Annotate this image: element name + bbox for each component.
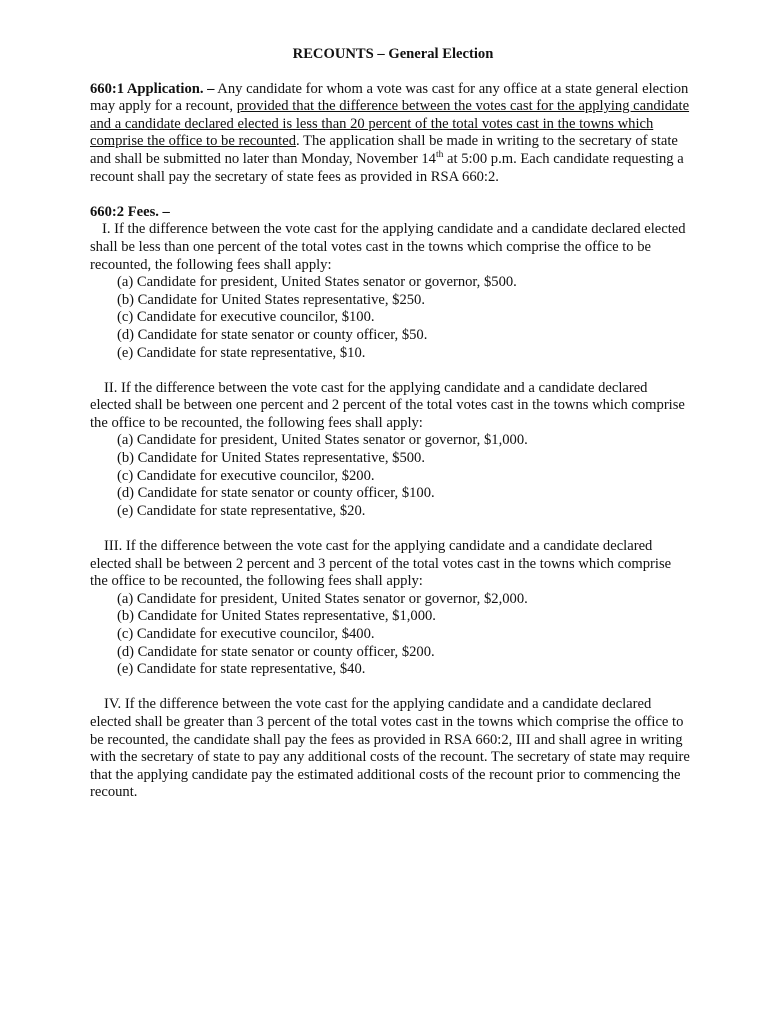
list-item: (e) Candidate for state representative, $10. bbox=[117, 344, 366, 361]
fees-list-ii bbox=[90, 432, 690, 520]
section-660-2 bbox=[90, 204, 690, 362]
list-item: (e) Candidate for state representative, $40. bbox=[117, 661, 366, 678]
list-item: (d) Candidate for state senator or county officer, $50. bbox=[117, 326, 428, 343]
fees-block-iv bbox=[90, 696, 690, 802]
section-660-1-text-a: Any candidate for whom a vote was cast for any office at a state general election may apply for a recount, bbox=[90, 80, 689, 115]
fees-paragraph-ii: II. If the difference between the vote cast for the applying candidate and a candidate declared elected shall be between one percent and 2 percent of the total votes cast in the towns which comprise the office to be recounted, the following fees shall apply: bbox=[90, 379, 685, 431]
list-item: (d) Candidate for state senator or county officer, $200. bbox=[117, 643, 435, 660]
section-660-1-underlined-text: provided that the difference between the votes cast for the applying candidate and a candidate declared elected is less than 20 percent of the total votes cast in the towns which comprise the office to be recounted bbox=[90, 98, 690, 150]
section-660-1-heading: 660:1 Application. – bbox=[90, 80, 215, 97]
fees-block-iii bbox=[90, 538, 690, 679]
section-660-2-heading: 660:2 Fees. – bbox=[90, 203, 170, 220]
list-item: (c) Candidate for executive councilor, $400. bbox=[117, 626, 375, 642]
fees-list-iii bbox=[90, 591, 690, 679]
list-item: (c) Candidate for executive councilor, $100. bbox=[117, 309, 375, 326]
section-660-1 bbox=[90, 81, 690, 187]
list-item: (b) Candidate for United States representative, $1,000. bbox=[117, 608, 436, 625]
document-title: RECOUNTS – General Election bbox=[292, 46, 494, 62]
section-660-1-paragraph bbox=[90, 81, 690, 187]
section-660-1-text-c: at 5:00 p.m. Each candidate requesting a recount shall pay the secretary of state fees as provided in RSA 660:2. bbox=[90, 150, 684, 185]
list-item: (e) Candidate for state representative, $20. bbox=[117, 502, 366, 519]
fees-list-i bbox=[90, 274, 690, 362]
ordinal-suffix: th bbox=[435, 149, 444, 160]
list-item: (d) Candidate for state senator or county officer, $100. bbox=[117, 485, 435, 502]
fees-paragraph-iv: IV. If the difference between the vote cast for the applying candidate and a candidate declared elected shall be greater than 3 percent of the total votes cast in the towns which comprise the office to be recounted, the candidate shall pay the fees as provided in RSA 660:2, III and shall agree in writing with the secretary of state to pay any additional costs of the recount. The secretary of state may require that the applying candidate pay the estimated additional costs of the recount prior to commencing the recount. bbox=[90, 696, 690, 801]
section-660-1-text-b: . The application shall be made in writing to the secretary of state and shall be submitted no later than Monday, November 14 bbox=[90, 133, 678, 167]
list-item: (a) Candidate for president, United States senator or governor, $1,000. bbox=[117, 432, 528, 449]
fees-paragraph-iii: III. If the difference between the vote cast for the applying candidate and a candidate declared elected shall be between 2 percent and 3 percent of the total votes cast in the towns which comprise the office to be recounted, the following fees shall apply: bbox=[90, 538, 672, 590]
document-page bbox=[90, 46, 690, 820]
fees-block-ii bbox=[90, 380, 690, 521]
list-item: (b) Candidate for United States representative, $250. bbox=[117, 291, 425, 308]
list-item: (a) Candidate for president, United States senator or governor, $2,000. bbox=[117, 590, 528, 607]
list-item: (b) Candidate for United States representative, $500. bbox=[117, 450, 425, 467]
list-item: (c) Candidate for executive councilor, $200. bbox=[117, 467, 375, 484]
fees-paragraph-i: I. If the difference between the vote cast for the applying candidate and a candidate declared elected shall be less than one percent of the total votes cast in the towns which comprise the office to be recounted, the following fees shall apply: bbox=[90, 221, 686, 273]
list-item: (a) Candidate for president, United States senator or governor, $500. bbox=[117, 274, 517, 291]
